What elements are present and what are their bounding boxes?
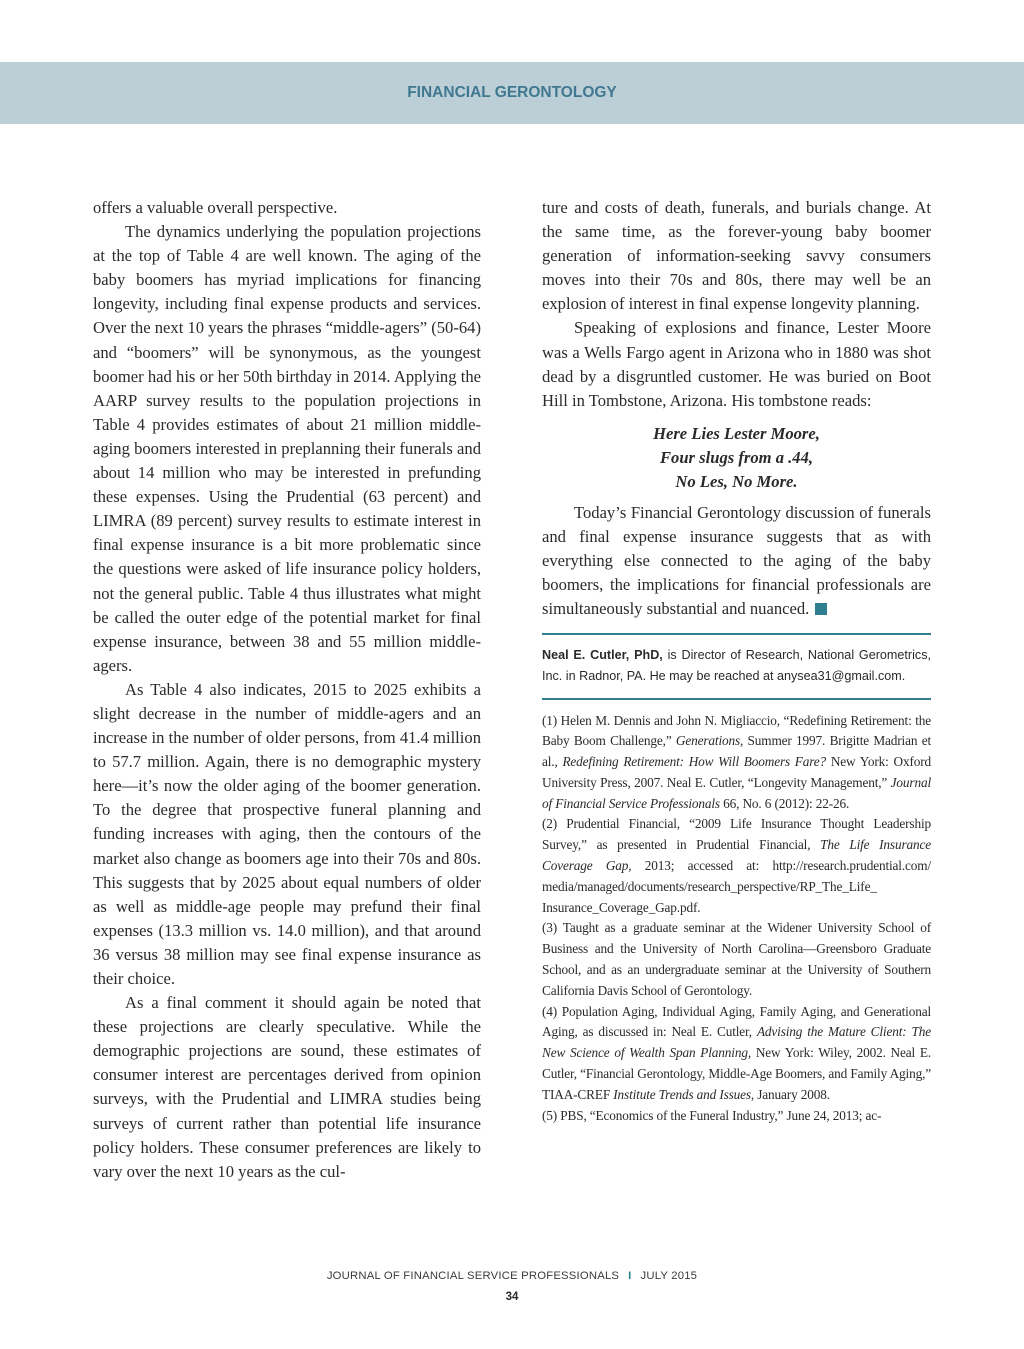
- footnote: (5) PBS, “Economics of the Funeral Industry,” June 24, 2013; ac-: [542, 1107, 882, 1123]
- footnote: [542, 814, 931, 918]
- closing-paragraph: [542, 501, 931, 621]
- footnote-title: Journal of Financial Service Professionals: [542, 774, 931, 811]
- footnote-text: Summer 1997. Brigitte Madrian et al.,: [542, 733, 931, 770]
- footnote-text: (1) Helen M. Dennis and John N. Migliaccio, “Redefining Retirement: the Baby Boom Challenge,”: [542, 712, 931, 749]
- closing-text: Today’s Financial Gerontology discussion of funerals and final expense insurance suggests that as with everything else connected to the aging of the baby boomers, the implications for financial professionals are simultaneously substantial and nuanced.: [542, 502, 931, 619]
- author-bio: [542, 635, 931, 697]
- footnote-title: Generations,: [675, 733, 744, 749]
- left-column: [93, 196, 481, 1184]
- footnote-text: (4) Population Aging, Individual Aging, Family Aging, and Generational Aging, as discussed in: Neal E. Cutler,: [542, 1003, 931, 1040]
- page-number: 34: [505, 1291, 519, 1303]
- footnote-text: 66, No. 6 (2012): 22-26.: [719, 795, 850, 811]
- footnote-title: Institute Trends and Issues,: [613, 1086, 755, 1102]
- paragraph: The dynamics underlying the population projections at the top of Table 4 are well known. The aging of the baby boomers has myriad implications for financing longevity, including final expense products and services. Over the next 10 years the phrases “middle-agers” (50-64) and “boomers” will be synonymous, as the youngest boomer had his or her 50th birthday in 2014. Applying the AARP survey results to the population projections in Table 4 provides estimates of about 21 million middle-aging boomers interested in preplanning their funerals and about 14 million who may be interested in prefunding these expenses. Using the Prudential (63 percent) and LIMRA (89 percent) survey results to estimate interest in final expense insurance is a bit more problematic since the questions were asked of life insurance policy holders, not the general public. Table 4 thus illustrates what might be called the outer edge of the potential market for final expense insurance, between 38 and 55 million middle-agers.: [93, 222, 481, 675]
- paragraph: offers a valuable overall perspective.: [93, 198, 338, 217]
- footnote-title: Advising the Mature Client: The New Science of Wealth Span Planning,: [542, 1024, 931, 1061]
- epitaph: [542, 422, 931, 494]
- footnote-text: (2) Prudential Financial, “2009 Life Insurance Thought Leadership Survey,” as presented in Prudential Financial,: [542, 816, 931, 853]
- footnote-text: New York: Oxford University Press, 2007. Neal E. Cutler, “Longevity Management,”: [542, 754, 931, 790]
- paragraph: As Table 4 also indicates, 2015 to 2025 exhibits a slight decrease in the number of middle-agers and an increase in the number of older persons, from 41.4 million to 57.7 million. Again, there is no demographic mystery here—it’s now the older aging of the boomer generation. To the degree that prospective funeral planning and funding increases with aging, then the contours of the market also change as boomers age into their 70s and 80s. This suggests that by 2025 about equal numbers of older as well as middle-age people may prefund their final expenses (13.3 million vs. 14.0 million), and that around 36 versus 38 million may see final expense insurance as their choice.: [93, 679, 481, 988]
- footnote-title: The Life Insurance Coverage Gap,: [542, 837, 931, 874]
- right-column: [542, 196, 931, 1126]
- right-body: [542, 196, 931, 621]
- footer-separator: I: [628, 1270, 632, 1282]
- footnote-text: January 2008.: [754, 1086, 830, 1102]
- footnote-text: New York: Wiley, 2002. Neal E. Cutler, “Financial Gerontology, Middle-Age Boomers, and Family Aging,” TIAA-CREF: [542, 1045, 931, 1102]
- paragraph: Speaking of explosions and finance, Lester Moore was a Wells Fargo agent in Arizona who in 1880 was shot dead by a disgruntled customer. He was buried on Boot Hill in Tombstone, Arizona. His tombstone reads:: [542, 318, 931, 410]
- issue-date: JULY 2015: [640, 1270, 698, 1282]
- journal-name: JOURNAL OF FINANCIAL SERVICE PROFESSIONALS: [326, 1270, 620, 1282]
- footnote-title: Redefining Retirement: How Will Boomers Fare?: [562, 754, 827, 770]
- epitaph-line: Four slugs from a .44,: [659, 447, 814, 467]
- epitaph-line: Here Lies Lester Moore,: [653, 423, 820, 443]
- paragraph: ture and costs of death, funerals, and burials change. At the same time, as the forever-young baby boomer generation of information-seeking savvy consumers moves into their 70s and 80s, there may well be an explosion of interest in final expense longevity planning.: [542, 198, 931, 314]
- author-name: Neal E. Cutler, PhD,: [542, 648, 663, 663]
- author-description: is Director of Research, National Gerometrics, Inc. in Radnor, PA. He may be reached at anysea31@gmail.com.: [542, 648, 931, 683]
- footnote-text: 2013; accessed at: http://research.prudential.com/ media/managed/documents/research_perspective/RP_The_Life_ Insurance_Coverage_Gap.pdf.: [542, 858, 931, 915]
- end-mark-icon: [815, 603, 827, 615]
- footnote: (3) Taught as a graduate seminar at the Widener University School of Business and the University of North Carolina—Greensboro Graduate School, and as an undergraduate seminar at the University of Southern California Davis School of Gerontology.: [542, 920, 931, 998]
- footnotes: [542, 700, 931, 1127]
- footnote: [542, 711, 931, 815]
- section-banner: [0, 62, 1024, 124]
- footnote: [542, 1002, 931, 1106]
- epitaph-line: No Les, No More.: [675, 471, 798, 491]
- footer: [0, 1270, 1024, 1282]
- paragraph: As a final comment it should again be noted that these projections are clearly speculative. While the demographic projections are sound, these estimates of consumer interest are percentages derived from opinion surveys, with the Prudential and LIMRA studies being surveys of current rather than potential life insurance policy holders. These consumer preferences are likely to vary over the next 10 years as the cul-: [93, 993, 481, 1181]
- section-title: FINANCIAL GERONTOLOGY: [407, 84, 617, 101]
